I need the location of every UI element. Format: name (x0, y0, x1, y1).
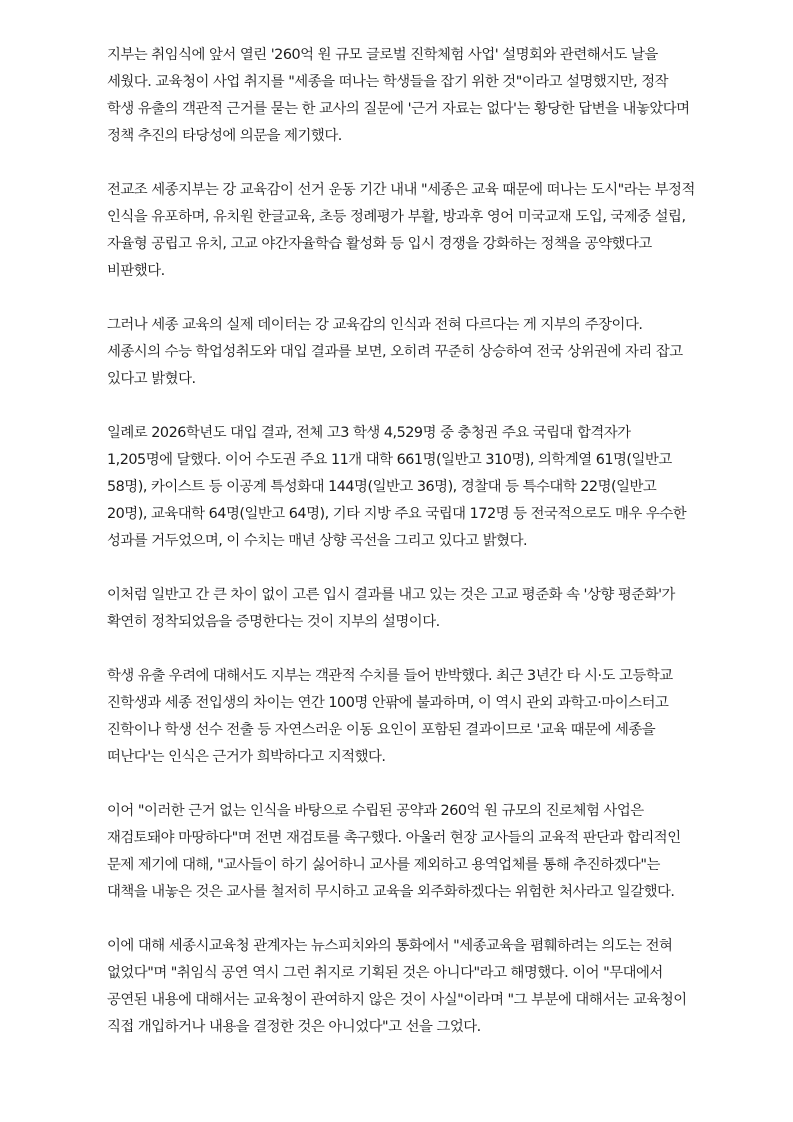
paragraph: 이어 "이러한 근거 없는 인식을 바탕으로 수립된 공약과 260억 원 규모의 진로체험 사업은 재검토돼야 마땅하다"며 전면 재검토를 촉구했다. 아울러 현장 교사들의 교육적 판단과 합리적인 문제 제기에 대해, "교사들이 하기 싫어하니 교사를 제외하고 용역업체를 통해 추진하겠다"는 대책을 내놓은 것은 교사를 철저히 무시하고 교육을 외주화하겠다는 위험한 처사라고 일갈했다. (107, 803, 681, 900)
article-body (107, 42, 697, 1068)
paragraph: 이에 대해 세종시교육청 관계자는 뉴스피치와의 통화에서 "세종교육을 폄훼하려는 의도는 전혀 없었다"며 "취임식 공연 역시 그런 취지로 기획된 것은 아니다"라고 해명했다. 이어 "무대에서 공연된 내용에 대해서는 교육청이 관여하지 않은 것이 사실"이라며 "그 부분에 대해서는 교육청이 직접 개입하거나 내용을 결정한 것은 아니었다"고 선을 그었다. (107, 938, 687, 1035)
paragraph: 그러나 세종 교육의 실제 데이터는 강 교육감의 인식과 전혀 다르다는 게 지부의 주장이다. 세종시의 수능 학업성취도와 대입 결과를 보면, 오히려 꾸준히 상승하여 전국 상위권에 자리 잡고 있다고 밝혔다. (107, 317, 683, 387)
paragraph: 이처럼 일반고 간 큰 차이 없이 고른 입시 결과를 내고 있는 것은 고교 평준화 속 '상향 평준화'가 확연히 정착되었음을 증명한다는 것이 지부의 설명이다. (107, 587, 675, 630)
paragraph: 지부는 취임식에 앞서 열린 '260억 원 규모 글로벌 진학체험 사업' 설명회와 관련해서도 날을 세웠다. 교육청이 사업 취지를 "세종을 떠나는 학생들을 잡기 위한 것"이라고 설명했지만, 정작 학생 유출의 객관적 근거를 묻는 한 교사의 질문에 '근거 자료는 없다'는 황당한 답변을 내놓았다며 정책 추진의 타당성에 의문을 제기했다. (107, 47, 690, 144)
paragraph: 전교조 세종지부는 강 교육감이 선거 운동 기간 내내 "세종은 교육 때문에 떠나는 도시"라는 부정적 인식을 유포하며, 유치원 한글교육, 초등 정례평가 부활, 방과후 영어 미국교재 도입, 국제중 설립, 자율형 공립고 유치, 고교 야간자율학습 활성화 등 입시 경쟁을 강화하는 정책을 공약했다고 비판했다. (107, 182, 695, 279)
paragraph: 일례로 2026학년도 대입 결과, 전체 고3 학생 4,529명 중 충청권 주요 국립대 합격자가 1,205명에 달했다. 이어 수도권 주요 11개 대학 661명(일반고 310명), 의학계열 61명(일반고 58명), 카이스트 등 이공계 특성화대 144명(일반고 36명), 경찰대 등 특수대학 22명(일반고 20명), 교육대학 64명(일반고 64명), 기타 지방 주요 국립대 172명 등 전국적으로도 매우 우수한 성과를 거두었으며, 이 수치는 매년 상향 곡선을 그리고 있다고 밝혔다. (107, 425, 687, 549)
paragraph: 학생 유출 우려에 대해서도 지부는 객관적 수치를 들어 반박했다. 최근 3년간 타 시·도 고등학교 진학생과 세종 전입생의 차이는 연간 100명 안팎에 불과하며, 이 역시 관외 과학고·마이스터고 진학이나 학생 선수 전출 등 자연스러운 이동 요인이 포함된 결과이므로 '교육 때문에 세종을 떠난다'는 인식은 근거가 희박하다고 지적했다. (107, 668, 673, 765)
